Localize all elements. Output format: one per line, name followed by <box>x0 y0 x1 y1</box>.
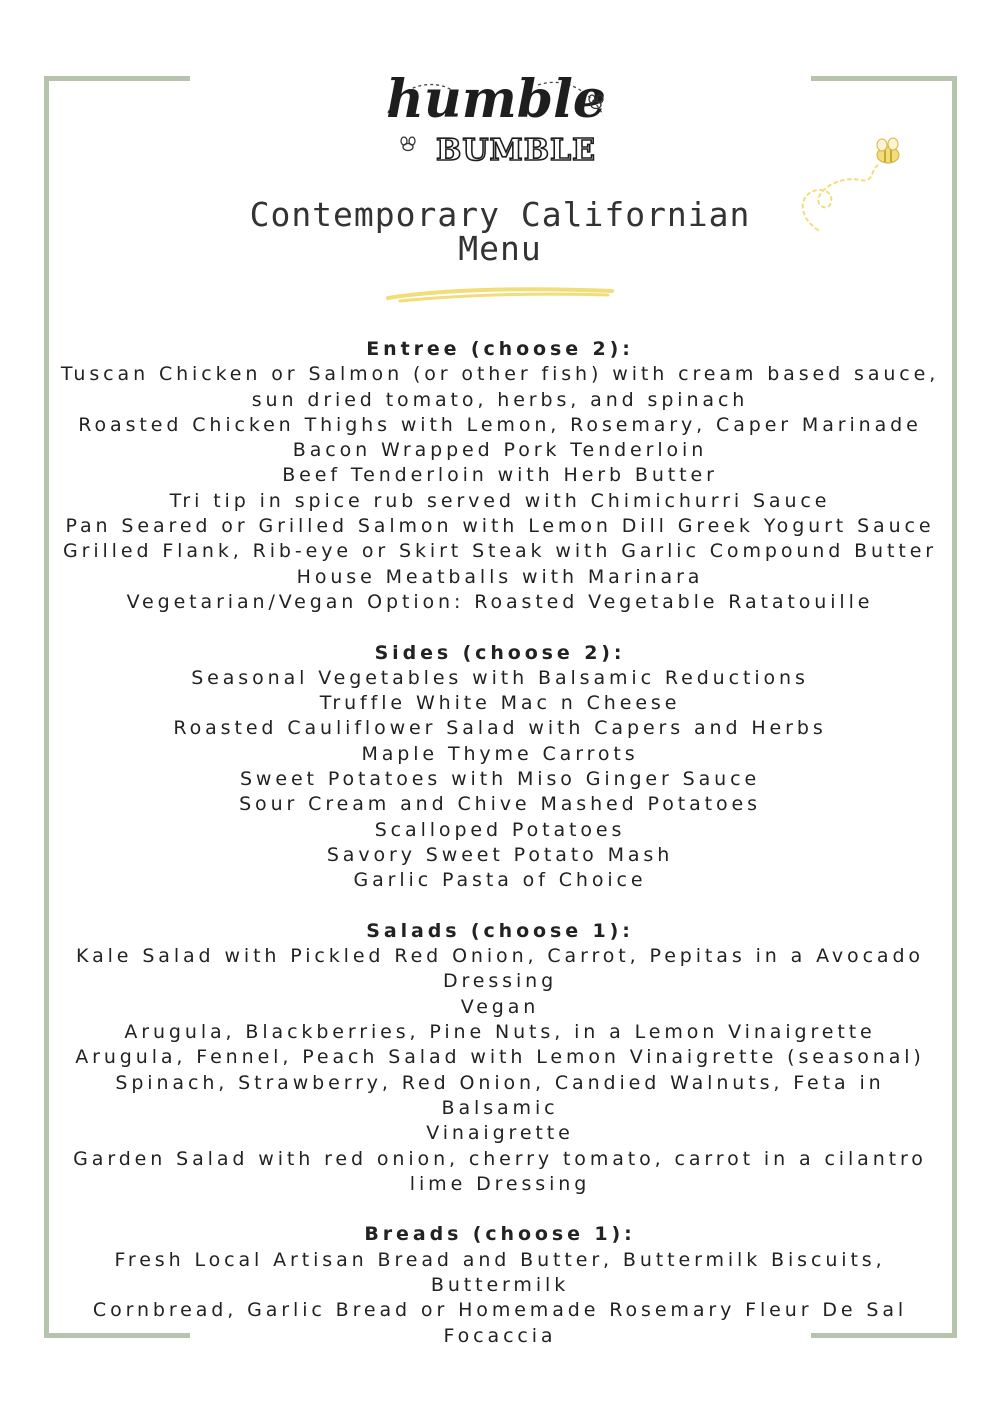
menu-item: Focaccia <box>443 1324 557 1347</box>
menu-item: Pan Seared or Grilled Salmon with Lemon Dill Greek Yogurt Sauce <box>65 515 935 538</box>
menu-item: Vegan <box>460 995 540 1018</box>
menu-item: Tri tip in spice rub served with Chimichurri Sauce <box>169 489 831 512</box>
menu-item: Sweet Potatoes with Miso Ginger Sauce <box>239 768 761 791</box>
humble-bumble-logo <box>378 55 618 175</box>
page-title <box>0 195 1000 268</box>
logo-block-text: BUMBLE <box>435 133 597 168</box>
menu-item: Spinach, Strawberry, Red Onion, Candied Walnuts, Feta in Balsamic <box>115 1071 885 1119</box>
menu-section-entree <box>60 337 940 615</box>
menu-item: Vegetarian/Vegan Option: Roasted Vegetable Ratatouille <box>126 590 874 613</box>
section-heading: Breads (choose 1): <box>364 1223 636 1246</box>
menu-item: Sour Cream and Chive Mashed Potatoes <box>239 793 761 816</box>
menu-item: Roasted Chicken Thighs with Lemon, Rosemary, Caper Marinade <box>78 413 922 436</box>
frame-left-top-arm <box>44 76 190 81</box>
menu-section-salads <box>60 919 940 1197</box>
menu-section-breads <box>60 1222 940 1348</box>
menu-item: Scalloped Potatoes <box>374 818 626 841</box>
menu-item: Roasted Cauliflower Salad with Capers and Herbs <box>173 717 827 740</box>
section-heading: Sides (choose 2): <box>374 641 626 664</box>
menu-item: Garden Salad with red onion, cherry tomato, carrot in a cilantro <box>73 1147 927 1170</box>
menu-item: Garlic Pasta of Choice <box>353 869 647 892</box>
menu-item: Bacon Wrapped Pork Tenderloin <box>292 439 708 462</box>
title-line-2: Menu <box>458 229 542 268</box>
yellow-swoosh-divider <box>380 282 620 308</box>
menu-item: lime Dressing <box>409 1172 591 1195</box>
menu-item: Kale Salad with Pickled Red Onion, Carrot, Pepitas in a Avocado <box>76 945 924 968</box>
menu-item: Fresh Local Artisan Bread and Butter, Buttermilk Biscuits, Buttermilk <box>114 1248 886 1296</box>
menu-item: Seasonal Vegetables with Balsamic Reductions <box>191 666 809 689</box>
menu-item: Savory Sweet Potato Mash <box>326 843 674 866</box>
menu-section-sides <box>60 641 940 894</box>
menu-item: Arugula, Blackberries, Pine Nuts, in a Lemon Vinaigrette <box>124 1021 876 1044</box>
menu-item: Arugula, Fennel, Peach Salad with Lemon Vinaigrette (seasonal) <box>75 1046 925 1069</box>
menu-item: Cornbread, Garlic Bread or Homemade Rosemary Fleur De Sal <box>92 1299 908 1322</box>
menu-item: Truffle White Mac n Cheese <box>319 692 681 715</box>
frame-right-top-arm <box>811 76 957 81</box>
menu-item: Vinaigrette <box>426 1122 574 1145</box>
menu-item: Dressing <box>442 970 558 993</box>
menu-item: Grilled Flank, Rib-eye or Skirt Steak with Garlic Compound Butter <box>62 540 937 563</box>
logo-script-text: humble <box>386 69 606 130</box>
section-heading: Entree (choose 2): <box>366 338 634 360</box>
logo-bee-left-icon <box>401 137 415 151</box>
menu-item: House Meatballs with Marinara <box>296 565 704 588</box>
menu-item: Beef Tenderloin with Herb Butter <box>282 464 718 487</box>
title-line-1: Contemporary Californian <box>249 195 751 234</box>
menu-item: Tuscan Chicken or Salmon (or other fish) with cream based sauce, <box>60 363 940 386</box>
menu-item: sun dried tomato, herbs, and spinach <box>251 388 749 411</box>
menu-item: Maple Thyme Carrots <box>361 742 639 765</box>
section-heading: Salads (choose 1): <box>366 919 634 942</box>
menu-content <box>60 337 940 1374</box>
